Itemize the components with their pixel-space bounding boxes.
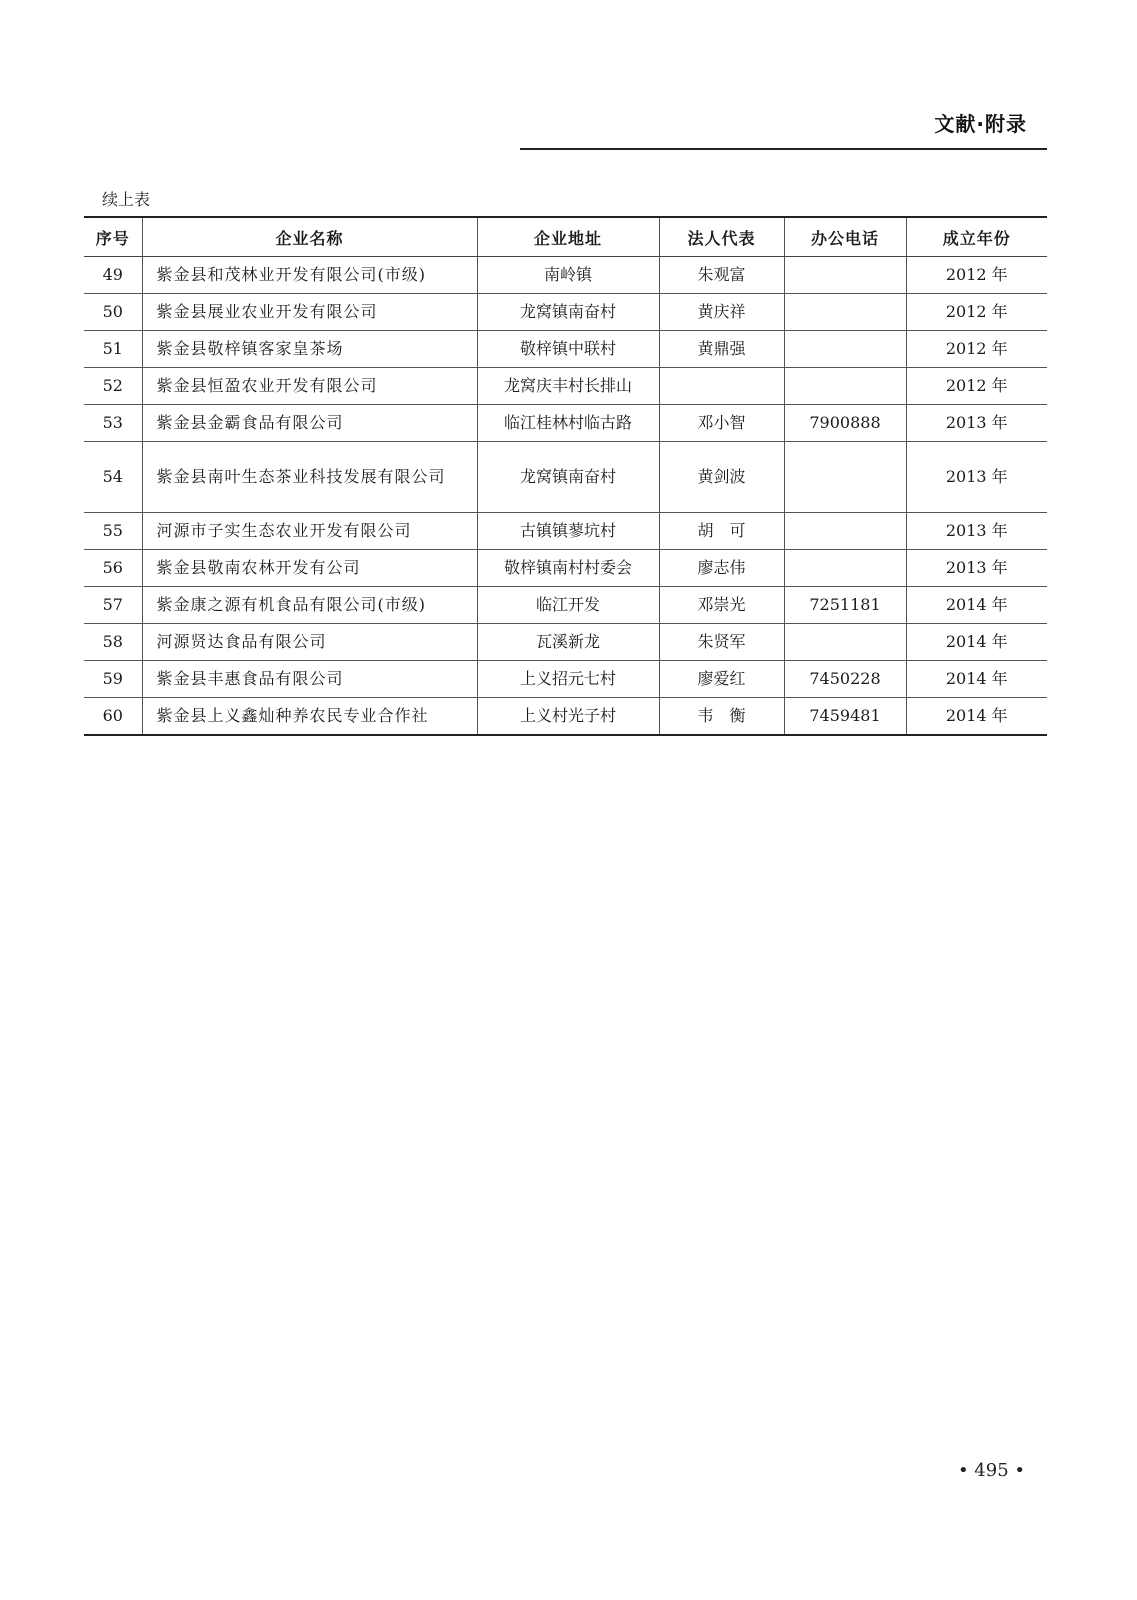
cell-no: 53 xyxy=(84,405,142,442)
cell-year: 2014 年 xyxy=(906,661,1047,698)
cell-phone xyxy=(784,294,906,331)
header-rule xyxy=(520,148,1047,150)
cell-name: 紫金县丰惠食品有限公司 xyxy=(142,661,477,698)
column-header-address: 企业地址 xyxy=(477,217,659,257)
cell-phone: 7450228 xyxy=(784,661,906,698)
column-header-name: 企业名称 xyxy=(142,217,477,257)
cell-address: 敬梓镇中联村 xyxy=(477,331,659,368)
cell-representative: 廖爱红 xyxy=(659,661,784,698)
cell-name: 紫金康之源有机食品有限公司(市级) xyxy=(142,587,477,624)
cell-no: 57 xyxy=(84,587,142,624)
cell-year: 2014 年 xyxy=(906,698,1047,736)
table-row xyxy=(84,550,1047,587)
cell-address: 上义村光子村 xyxy=(477,698,659,736)
cell-no: 59 xyxy=(84,661,142,698)
cell-name: 紫金县展业农业开发有限公司 xyxy=(142,294,477,331)
cell-name: 紫金县金霸食品有限公司 xyxy=(142,405,477,442)
cell-no: 56 xyxy=(84,550,142,587)
cell-year: 2013 年 xyxy=(906,405,1047,442)
cell-representative: 黄剑波 xyxy=(659,442,784,513)
table-row xyxy=(84,405,1047,442)
cell-representative: 朱贤军 xyxy=(659,624,784,661)
cell-year: 2013 年 xyxy=(906,550,1047,587)
cell-name: 紫金县和茂林业开发有限公司(市级) xyxy=(142,257,477,294)
table-row xyxy=(84,513,1047,550)
cell-representative xyxy=(659,368,784,405)
page-number: • 495 • xyxy=(957,1460,1025,1481)
cell-phone xyxy=(784,331,906,368)
cell-name: 紫金县上义鑫灿种养农民专业合作社 xyxy=(142,698,477,736)
cell-no: 50 xyxy=(84,294,142,331)
cell-phone xyxy=(784,257,906,294)
cell-year: 2014 年 xyxy=(906,624,1047,661)
cell-representative: 胡 可 xyxy=(659,513,784,550)
cell-name: 紫金县恒盈农业开发有限公司 xyxy=(142,368,477,405)
cell-representative: 黄庆祥 xyxy=(659,294,784,331)
table-row xyxy=(84,624,1047,661)
cell-year: 2012 年 xyxy=(906,331,1047,368)
cell-name: 紫金县敬梓镇客家皇茶场 xyxy=(142,331,477,368)
cell-name: 河源贤达食品有限公司 xyxy=(142,624,477,661)
cell-address: 敬梓镇南村村委会 xyxy=(477,550,659,587)
table-row xyxy=(84,442,1047,513)
column-header-representative: 法人代表 xyxy=(659,217,784,257)
cell-year: 2012 年 xyxy=(906,294,1047,331)
cell-address: 南岭镇 xyxy=(477,257,659,294)
column-header-year: 成立年份 xyxy=(906,217,1047,257)
table-caption: 续上表 xyxy=(102,190,151,209)
cell-name: 河源市子实生态农业开发有限公司 xyxy=(142,513,477,550)
cell-phone: 7900888 xyxy=(784,405,906,442)
table-row xyxy=(84,331,1047,368)
cell-phone xyxy=(784,550,906,587)
cell-name: 紫金县敬南农林开发有公司 xyxy=(142,550,477,587)
table-row xyxy=(84,368,1047,405)
cell-phone xyxy=(784,368,906,405)
cell-representative: 黄鼎强 xyxy=(659,331,784,368)
cell-year: 2012 年 xyxy=(906,257,1047,294)
cell-address: 临江桂林村临古路 xyxy=(477,405,659,442)
cell-year: 2013 年 xyxy=(906,442,1047,513)
cell-address: 古镇镇蓼坑村 xyxy=(477,513,659,550)
running-header-title: 文献·附录 xyxy=(934,112,1027,136)
cell-address: 上义招元七村 xyxy=(477,661,659,698)
cell-address: 龙窝镇南奋村 xyxy=(477,294,659,331)
cell-phone: 7251181 xyxy=(784,587,906,624)
column-header-no: 序号 xyxy=(84,217,142,257)
table-row xyxy=(84,294,1047,331)
table-row xyxy=(84,661,1047,698)
cell-representative: 朱观富 xyxy=(659,257,784,294)
cell-no: 52 xyxy=(84,368,142,405)
cell-no: 60 xyxy=(102,706,123,725)
cell-no: 55 xyxy=(84,513,142,550)
table-row xyxy=(84,587,1047,624)
column-header-phone: 办公电话 xyxy=(784,217,906,257)
cell-no: 49 xyxy=(84,257,142,294)
cell-address: 临江开发 xyxy=(477,587,659,624)
enterprise-table xyxy=(84,216,1047,736)
cell-phone xyxy=(784,624,906,661)
table-row xyxy=(84,698,1047,736)
cell-no: 54 xyxy=(84,442,142,513)
cell-phone xyxy=(784,442,906,513)
cell-year: 2012 年 xyxy=(906,368,1047,405)
cell-address: 瓦溪新龙 xyxy=(477,624,659,661)
cell-representative: 廖志伟 xyxy=(659,550,784,587)
table-row xyxy=(84,257,1047,294)
cell-phone xyxy=(784,513,906,550)
cell-year: 2013 年 xyxy=(906,513,1047,550)
cell-representative: 韦 衡 xyxy=(659,698,784,736)
cell-no: 58 xyxy=(84,624,142,661)
cell-address: 龙窝镇南奋村 xyxy=(477,442,659,513)
table-header-row xyxy=(84,217,1047,257)
cell-no: 51 xyxy=(84,331,142,368)
cell-address: 龙窝庆丰村长排山 xyxy=(477,368,659,405)
cell-year: 2014 年 xyxy=(906,587,1047,624)
cell-representative: 邓小智 xyxy=(659,405,784,442)
cell-phone: 7459481 xyxy=(784,698,906,736)
cell-representative: 邓崇光 xyxy=(659,587,784,624)
cell-name: 紫金县南叶生态茶业科技发展有限公司 xyxy=(142,442,477,513)
